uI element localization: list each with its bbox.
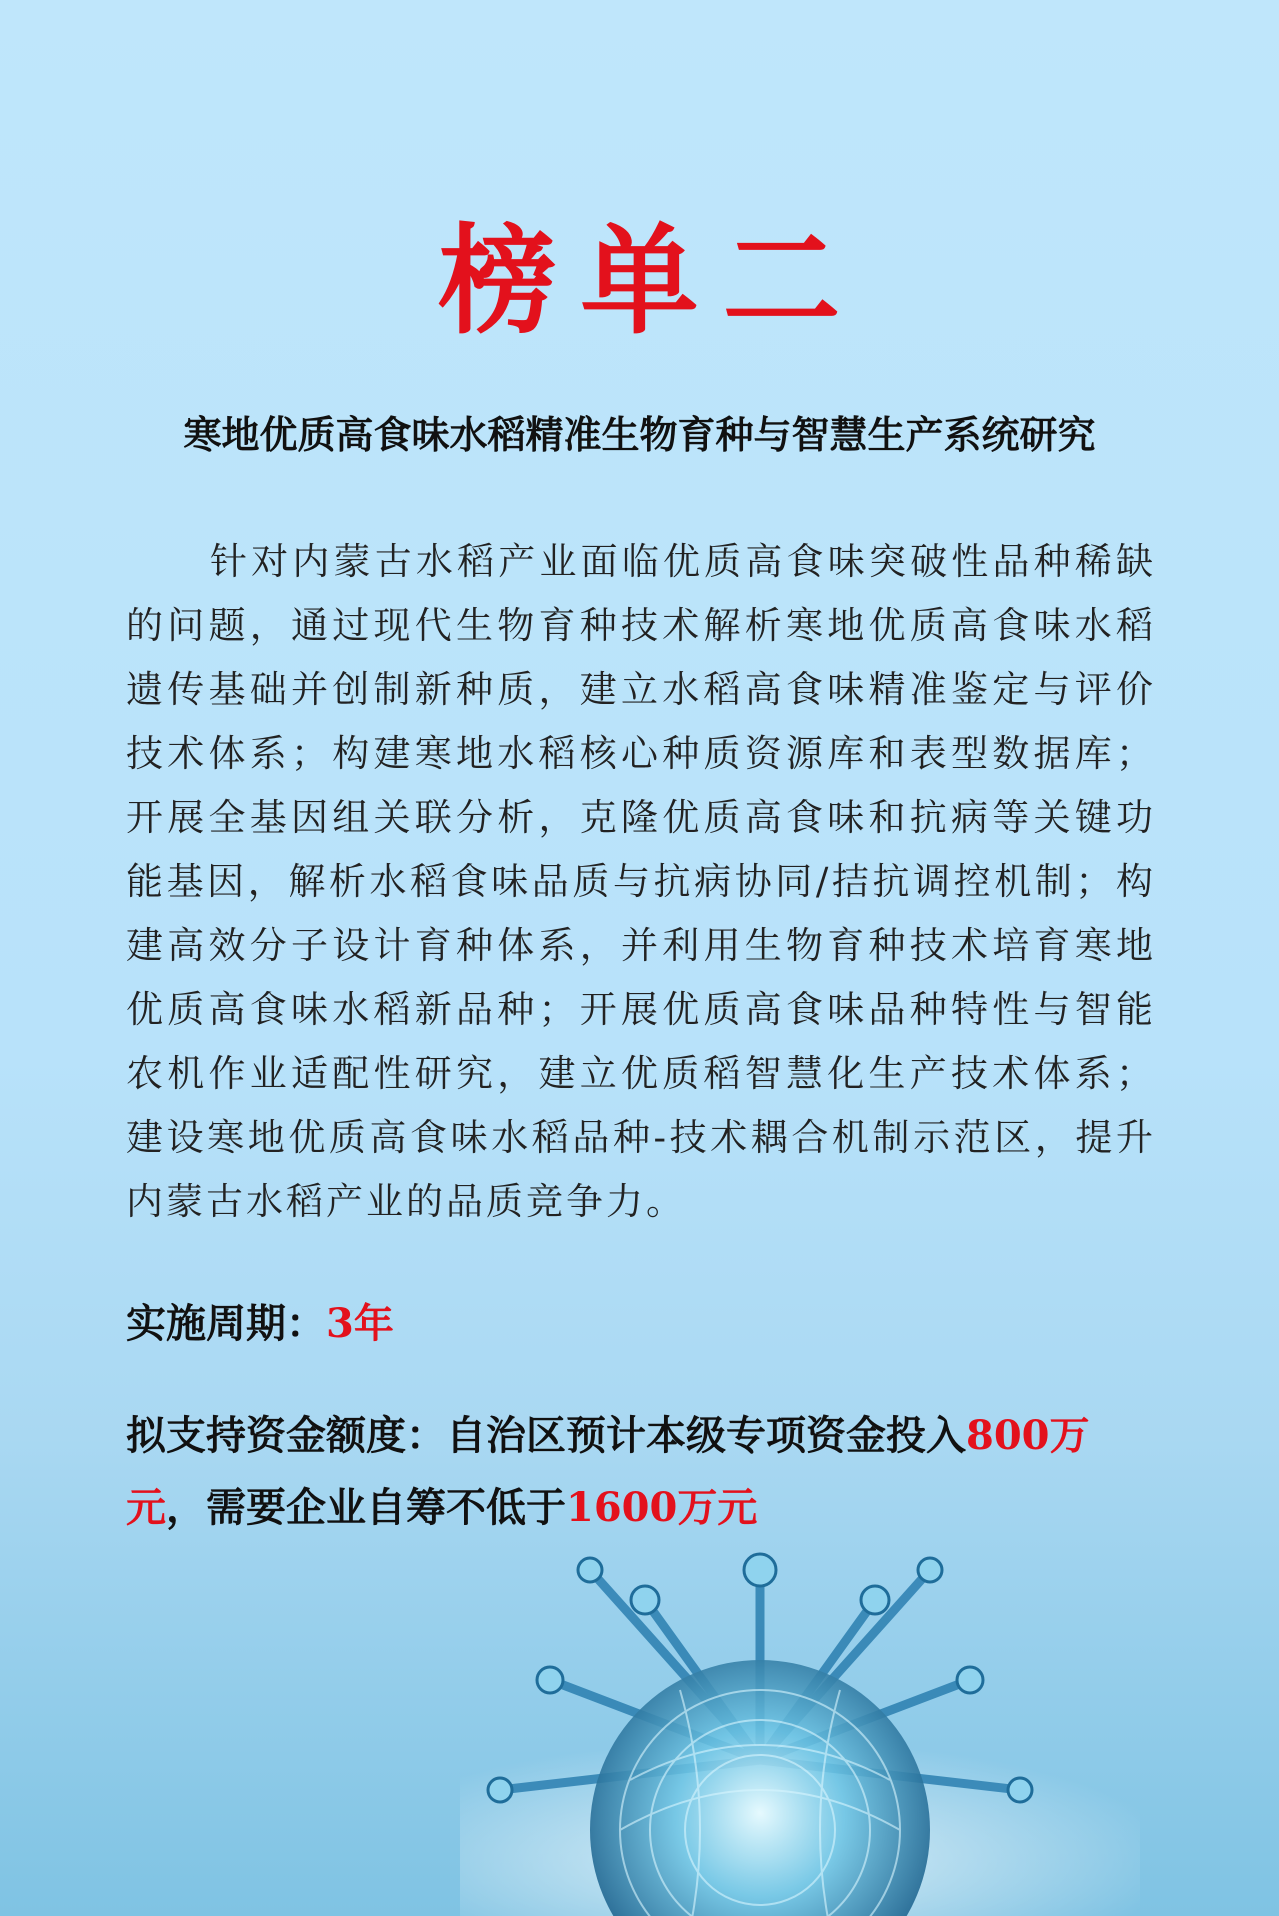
page-title: 榜单二 [438, 212, 865, 350]
funding-amount-enterprise: 1600万元 [566, 1484, 758, 1531]
funding-label: 拟支持资金额度： [126, 1412, 446, 1459]
period-label: 实施周期： [126, 1300, 326, 1347]
project-description: 针对内蒙古水稻产业面临优质高食味突破性品种稀缺的问题，通过现代生物育种技术解析寒地优质高食味水稻遗传基础并创制新种质，建立水稻高食味精准鉴定与评价技术体系；构建寒地水稻核心种质资源库和表型数据库；开展全基因组关联分析，克隆优质高食味和抗病等关键功能基因，解析水稻食味品质与抗病协同/拮抗调控机制；构建高效分子设计育种体系，并利用生物育种技术培育寒地优质高食味水稻新品种；开展优质高食味品种特性与智能农机作业适配性研究，建立优质稻智慧化生产技术体系；建设寒地优质高食味水稻品种-技术耦合机制示范区，提升内蒙古水稻产业的品质竞争力。 [126, 540, 1156, 1223]
virus-illustration [460, 1530, 1140, 1916]
implementation-period [126, 1300, 1156, 1348]
funding-text-1: 自治区预计本级专项资金投入 [446, 1412, 966, 1459]
funding-amount-government: 800万元 [126, 1412, 1090, 1531]
period-value: 3年 [326, 1300, 394, 1347]
project-subtitle: 寒地优质高食味水稻精准生物育种与智慧生产系统研究 [183, 412, 1096, 457]
funding-amount [126, 1400, 1156, 1544]
funding-text-2: ，需要企业自筹不低于 [166, 1484, 566, 1531]
